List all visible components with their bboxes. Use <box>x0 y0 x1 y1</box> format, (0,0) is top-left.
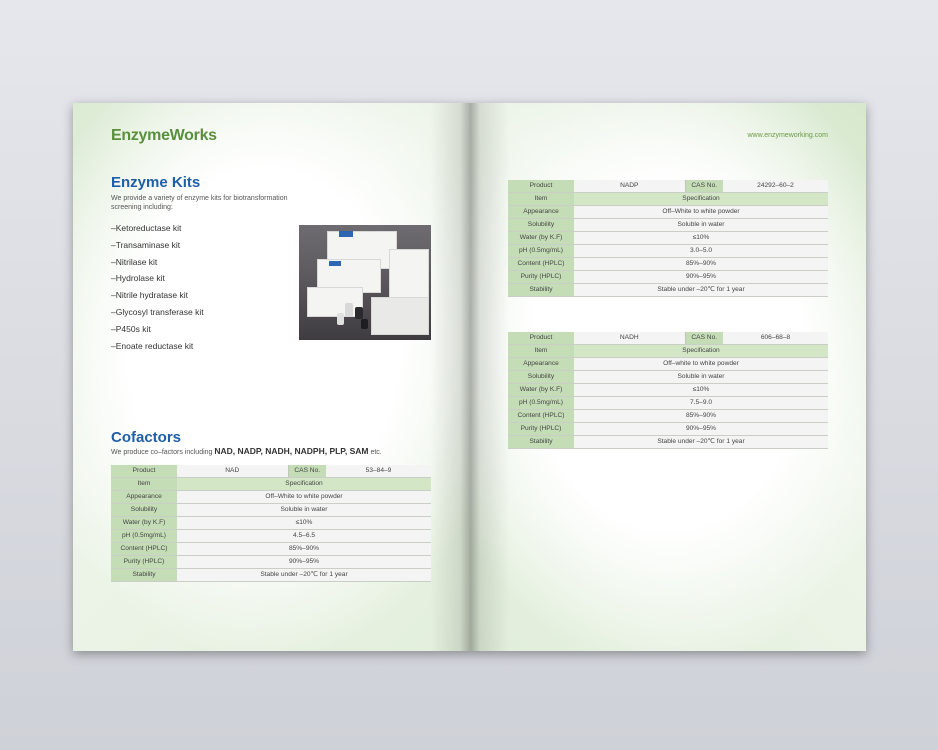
product-value: NADH <box>574 332 685 345</box>
kit-list <box>111 222 204 356</box>
row-label: Appearance <box>508 358 574 371</box>
table-row <box>111 491 431 504</box>
item-header: Item <box>111 478 177 491</box>
table-row <box>508 232 828 245</box>
product-label: Product <box>111 465 177 478</box>
row-value: Stable under –20℃ for 1 year <box>574 284 828 297</box>
row-label: Stability <box>508 284 574 297</box>
row-value: ≤10% <box>574 232 828 245</box>
item-header: Item <box>508 345 574 358</box>
table-row <box>111 543 431 556</box>
row-value: Off–white to white powder <box>574 358 828 371</box>
row-value: Off–White to white powder <box>574 206 828 219</box>
company-logo: EnzymeWorks <box>111 127 217 144</box>
intro-text: etc. <box>368 449 382 456</box>
enzyme-kit-photo <box>299 225 431 340</box>
table-row <box>111 530 431 543</box>
item-header: Item <box>508 193 574 206</box>
row-value: 7.5–9.0 <box>574 397 828 410</box>
row-label: Stability <box>508 436 574 449</box>
row-value: 85%–90% <box>177 543 431 556</box>
row-value: 85%–90% <box>574 410 828 423</box>
intro-cofactor-names: NAD, NADP, NADH, NADPH, PLP, SAM <box>214 446 369 456</box>
cofactors-intro <box>111 447 382 457</box>
row-label: Solubility <box>508 371 574 384</box>
list-item: –Glycosyl transferase kit <box>111 306 204 317</box>
spec-header: Specification <box>574 193 828 206</box>
row-label: Purity (HPLC) <box>508 271 574 284</box>
row-value: Soluble in water <box>574 371 828 384</box>
row-value: 85%–90% <box>574 258 828 271</box>
brochure-spread <box>73 103 866 651</box>
row-label: Solubility <box>508 219 574 232</box>
nad-spec-table <box>111 465 431 582</box>
row-value: Stable under –20℃ for 1 year <box>574 436 828 449</box>
gutter-shadow <box>470 103 510 651</box>
row-label: Content (HPLC) <box>508 258 574 271</box>
row-value: ≤10% <box>574 384 828 397</box>
nadh-spec-table <box>508 332 828 449</box>
row-label: pH (0.5mg/mL) <box>111 530 177 543</box>
product-value: NAD <box>177 465 288 478</box>
row-value: Soluble in water <box>574 219 828 232</box>
row-label: Purity (HPLC) <box>508 423 574 436</box>
table-row <box>111 517 431 530</box>
enzyme-kits-heading: Enzyme Kits <box>111 174 201 191</box>
intro-line: screening including: <box>111 204 173 211</box>
table-row <box>508 332 828 345</box>
cas-value: 53–84–9 <box>326 465 431 478</box>
cofactors-heading: Cofactors <box>111 429 182 446</box>
cas-label: CAS No. <box>685 332 723 345</box>
table-row <box>111 504 431 517</box>
product-label: Product <box>508 332 574 345</box>
spec-header: Specification <box>177 478 431 491</box>
cas-label: CAS No. <box>685 180 723 193</box>
product-value: NADP <box>574 180 685 193</box>
list-item: –Ketoreductase kit <box>111 223 182 233</box>
row-label: Purity (HPLC) <box>111 556 177 569</box>
row-value: ≤10% <box>177 517 431 530</box>
row-value: 90%–95% <box>574 423 828 436</box>
table-row <box>508 423 828 436</box>
row-value: 4.5–6.5 <box>177 530 431 543</box>
table-row <box>508 284 828 297</box>
list-item: –Nitrile hydratase kit <box>111 290 189 301</box>
enzyme-kits-intro <box>111 194 288 212</box>
cas-value: 24292–60–2 <box>723 180 828 193</box>
table-row <box>508 358 828 371</box>
list-item: –P450s kit <box>111 323 151 334</box>
row-label: Water (by K.F) <box>508 384 574 397</box>
right-page <box>470 103 866 651</box>
row-value: Soluble in water <box>177 504 431 517</box>
intro-line: We provide a variety of enzyme kits for biotransformation <box>111 195 288 202</box>
list-item: –Nitrilase kit <box>111 256 158 267</box>
table-row <box>508 206 828 219</box>
row-label: Water (by K.F) <box>111 517 177 530</box>
table-row <box>508 397 828 410</box>
row-value: Off–White to white powder <box>177 491 431 504</box>
table-row <box>111 556 431 569</box>
table-row <box>508 180 828 193</box>
list-item: –Enoate reductase kit <box>111 340 194 351</box>
row-label: Content (HPLC) <box>111 543 177 556</box>
table-row <box>111 569 431 582</box>
row-label: Water (by K.F) <box>508 232 574 245</box>
row-label: Appearance <box>111 491 177 504</box>
left-page <box>73 103 470 651</box>
spec-header: Specification <box>574 345 828 358</box>
row-label: pH (0.5mg/mL) <box>508 397 574 410</box>
table-row <box>111 465 431 478</box>
row-label: Stability <box>111 569 177 582</box>
row-label: Content (HPLC) <box>508 410 574 423</box>
table-row <box>111 478 431 491</box>
product-label: Product <box>508 180 574 193</box>
cas-label: CAS No. <box>288 465 326 478</box>
row-label: Appearance <box>508 206 574 219</box>
table-row <box>508 345 828 358</box>
row-value: 90%–95% <box>177 556 431 569</box>
table-row <box>508 371 828 384</box>
table-row <box>508 245 828 258</box>
table-row <box>508 436 828 449</box>
gutter-shadow <box>430 103 470 651</box>
table-row <box>508 384 828 397</box>
table-row <box>508 193 828 206</box>
list-item: –Transaminase kit <box>111 239 181 250</box>
row-value: Stable under –20℃ for 1 year <box>177 569 431 582</box>
list-item: –Hydrolase kit <box>111 273 165 284</box>
row-label: pH (0.5mg/mL) <box>508 245 574 258</box>
intro-text: We produce co–factors including <box>111 449 215 456</box>
website-url: www.enzymeworking.com <box>747 132 828 139</box>
row-value: 3.0–5.0 <box>574 245 828 258</box>
row-label: Solubility <box>111 504 177 517</box>
row-value: 90%–95% <box>574 271 828 284</box>
table-row <box>508 410 828 423</box>
table-row <box>508 219 828 232</box>
nadp-spec-table <box>508 180 828 297</box>
table-row <box>508 258 828 271</box>
table-row <box>508 271 828 284</box>
cas-value: 606–68–8 <box>723 332 828 345</box>
